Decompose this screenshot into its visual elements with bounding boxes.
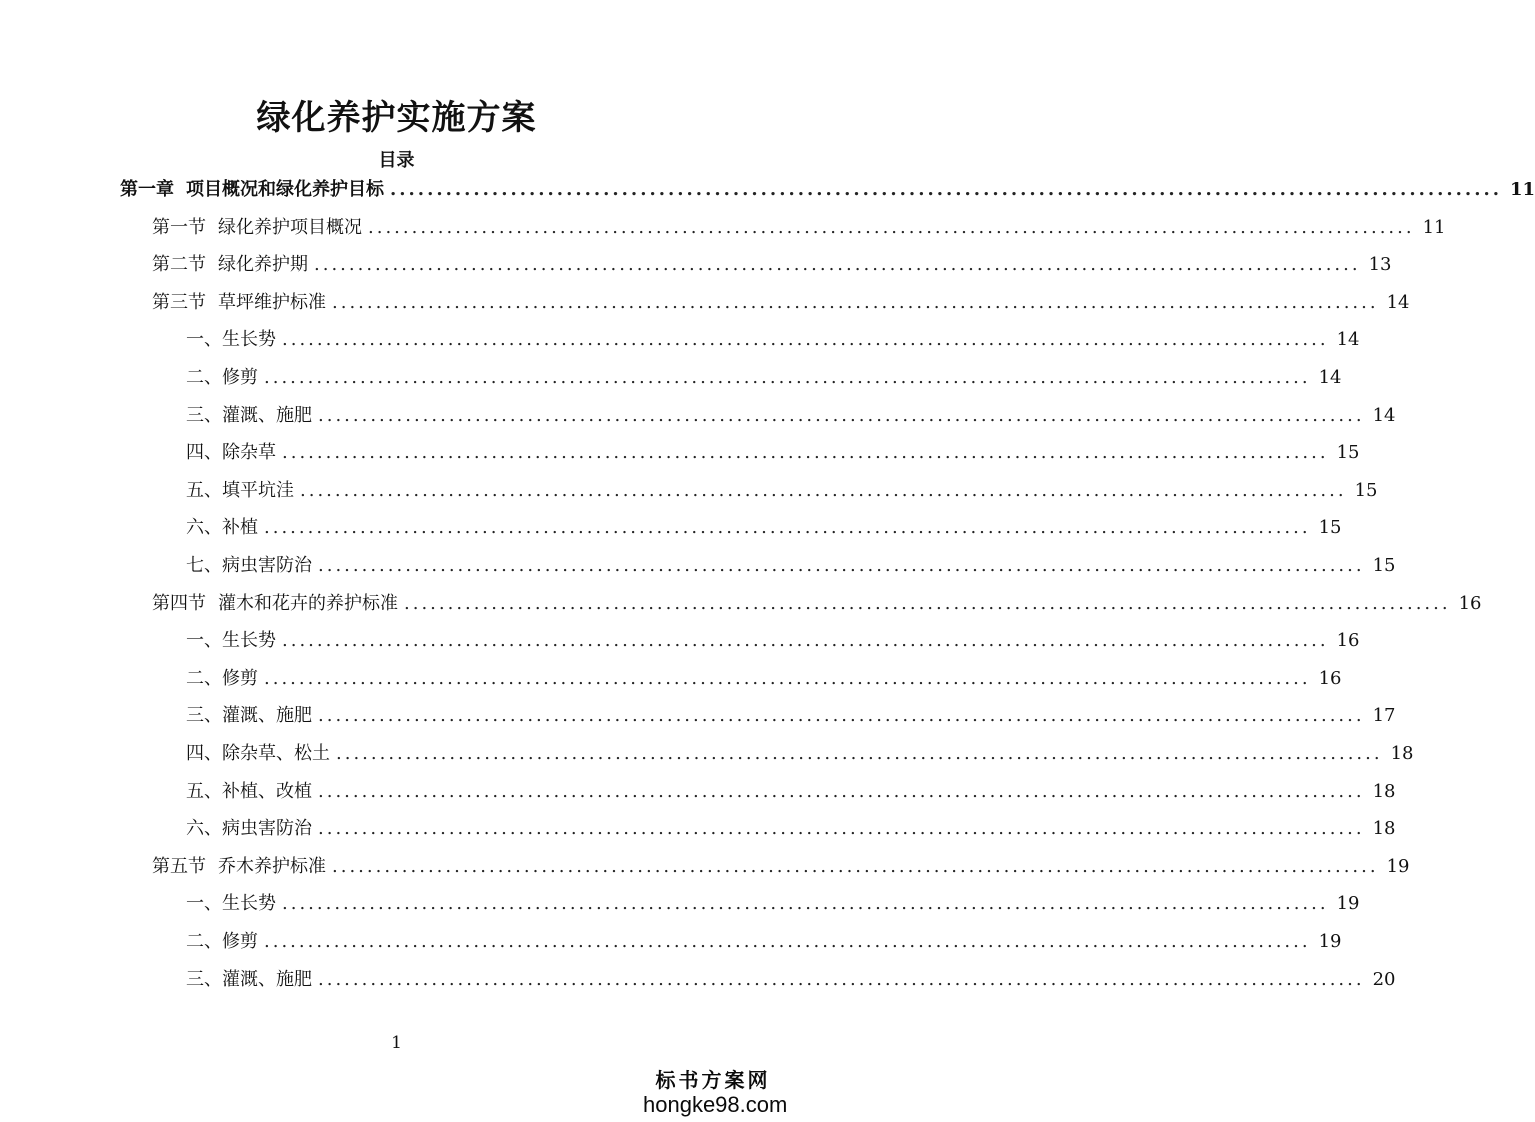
toc-dot-leader: ........................................................................................................................ xyxy=(318,705,1365,727)
toc-entry[interactable] xyxy=(186,927,1342,957)
toc-entry-page: 16 xyxy=(1458,592,1482,614)
toc-dot-leader: ........................................................................................................................ xyxy=(282,329,1329,351)
toc-entry-number: 第五节 xyxy=(152,855,206,877)
toc-entry[interactable] xyxy=(186,626,1360,656)
toc-entry-title: 乔木养护标准 xyxy=(218,855,326,877)
toc-dot-leader: ........................................................................................................................ xyxy=(368,216,1415,238)
watermark-brand: 标书方案网 xyxy=(655,1068,771,1092)
toc-dot-leader: ........................................................................................................................ xyxy=(264,517,1311,539)
toc-dot-leader: ........................................................................................................................ xyxy=(264,667,1311,689)
toc-entry[interactable] xyxy=(186,401,1396,431)
toc-entry[interactable] xyxy=(186,965,1396,995)
toc-dot-leader: ........................................................................................................................ xyxy=(264,931,1311,952)
toc-entry-page: 14 xyxy=(1386,291,1410,313)
toc-entry[interactable] xyxy=(186,664,1342,694)
toc-entry-title: 灌溉、施肥 xyxy=(222,705,312,727)
toc-entry-number: 二、 xyxy=(186,667,222,689)
toc-entry[interactable] xyxy=(186,889,1360,919)
page-number: 1 xyxy=(391,1033,402,1053)
toc-entry[interactable] xyxy=(186,476,1378,506)
toc-entry[interactable] xyxy=(186,438,1360,468)
toc-entry[interactable] xyxy=(152,288,1410,318)
toc-entry-page: 17 xyxy=(1372,705,1396,727)
toc-entry-number: 三、 xyxy=(186,705,222,727)
toc-entry-title: 除杂草、松土 xyxy=(222,743,330,764)
toc-entry-page: 19 xyxy=(1318,931,1342,952)
toc-dot-leader: ........................................................................................................................ xyxy=(332,855,1379,877)
toc-entry-title: 补植、改植 xyxy=(222,780,312,802)
toc-entry-page: 14 xyxy=(1336,329,1360,351)
toc-entry[interactable] xyxy=(152,852,1410,882)
toc-entry-number: 一、 xyxy=(186,329,222,351)
toc-entry-number: 二、 xyxy=(186,367,222,388)
toc-entry[interactable] xyxy=(186,325,1360,355)
toc-entry-number: 一、 xyxy=(186,630,222,652)
toc-entry-title: 填平坑洼 xyxy=(222,479,294,501)
toc-entry[interactable] xyxy=(120,175,1535,205)
toc-dot-leader: ........................................................................................................................ xyxy=(282,893,1329,915)
toc-dot-leader: ........................................................................................................................ xyxy=(282,442,1329,464)
toc-entry-title: 补植 xyxy=(222,517,258,539)
toc-dot-leader: ........................................................................................................................ xyxy=(318,818,1365,840)
toc-dot-leader: ........................................................................................................................ xyxy=(318,780,1365,802)
toc-entry-title: 绿化养护项目概况 xyxy=(218,216,362,238)
toc-entry-number: 五、 xyxy=(186,479,222,501)
toc-entry-title: 灌溉、施肥 xyxy=(222,404,312,426)
toc-entry-title: 病虫害防治 xyxy=(222,555,312,576)
toc-dot-leader: ........................................................................................................................ xyxy=(318,555,1365,576)
toc-dot-leader: ........................................................................................................................ xyxy=(300,479,1347,501)
toc-entry[interactable] xyxy=(152,250,1392,280)
toc-entry-title: 修剪 xyxy=(222,667,258,689)
toc-dot-leader: ........................................................................................................................ xyxy=(318,404,1365,426)
toc-entry-number: 五、 xyxy=(186,780,222,802)
toc-entry-title: 生长势 xyxy=(222,893,276,915)
toc-entry[interactable] xyxy=(152,213,1446,243)
toc-entry-number: 四、 xyxy=(186,743,222,764)
toc-entry-page: 15 xyxy=(1336,442,1360,464)
toc-dot-leader: ........................................................................................................................ xyxy=(336,743,1383,764)
toc-entry-title: 草坪维护标准 xyxy=(218,291,326,313)
toc-entry-number: 七、 xyxy=(186,555,222,576)
toc-entry-page: 16 xyxy=(1336,630,1360,652)
toc-entry-page: 14 xyxy=(1372,404,1396,426)
toc-entry-number: 第一节 xyxy=(152,216,206,238)
toc-entry-number: 三、 xyxy=(186,968,222,990)
site-watermark xyxy=(643,1068,788,1118)
toc-entry[interactable] xyxy=(186,777,1396,807)
toc-entry-title: 生长势 xyxy=(222,329,276,351)
toc-entry-page: 19 xyxy=(1336,893,1360,915)
toc-entry[interactable] xyxy=(186,701,1396,731)
toc-entry[interactable] xyxy=(186,513,1342,543)
toc-entry[interactable] xyxy=(186,363,1342,393)
toc-entry-number: 二、 xyxy=(186,931,222,952)
toc-entry-page: 15 xyxy=(1318,517,1342,539)
watermark-url: hongke98.com xyxy=(643,1092,788,1117)
toc-entry-number: 第四节 xyxy=(152,592,206,614)
toc-entry-page: 13 xyxy=(1368,254,1392,276)
toc-entry-page: 14 xyxy=(1318,367,1342,388)
toc-dot-leader: ........................................................................................................................ xyxy=(318,968,1365,990)
toc-entry-title: 生长势 xyxy=(222,630,276,652)
toc-entry-number: 六、 xyxy=(186,517,222,539)
toc-entry-page: 18 xyxy=(1390,743,1414,764)
toc-entry-title: 修剪 xyxy=(222,931,258,952)
toc-entry-page: 15 xyxy=(1354,479,1378,501)
toc-entry-title: 除杂草 xyxy=(222,442,276,464)
toc-dot-leader: ........................................................................................................................ xyxy=(264,367,1311,388)
toc-dot-leader: ........................................................................................................................ xyxy=(332,291,1379,313)
toc-entry-page: 20 xyxy=(1372,968,1396,990)
toc-entry-page: 18 xyxy=(1372,818,1396,840)
toc-entry-number: 第一章 xyxy=(120,179,174,200)
toc-entry-title: 绿化养护期 xyxy=(218,254,308,276)
toc-entry-title: 灌溉、施肥 xyxy=(222,968,312,990)
toc-entry[interactable] xyxy=(186,551,1396,581)
toc-entry-page: 16 xyxy=(1318,667,1342,689)
toc-entry-number: 第二节 xyxy=(152,254,206,276)
toc-dot-leader: ........................................................................................................................ xyxy=(390,179,1502,200)
toc-entry-title: 修剪 xyxy=(222,367,258,388)
toc-entry-page: 15 xyxy=(1372,555,1396,576)
toc-entry-number: 三、 xyxy=(186,404,222,426)
toc-entry[interactable] xyxy=(186,739,1414,769)
toc-entry-number: 第三节 xyxy=(152,291,206,313)
toc-entry-page: 11 xyxy=(1510,179,1535,200)
toc-entry-number: 六、 xyxy=(186,818,222,840)
toc-entry-page: 11 xyxy=(1422,216,1446,238)
toc-entry-page: 19 xyxy=(1386,855,1410,877)
document-title: 绿化养护实施方案 xyxy=(256,98,537,138)
toc-entry-number: 四、 xyxy=(186,442,222,464)
toc-entry-title: 项目概况和绿化养护目标 xyxy=(186,179,384,200)
toc-entry[interactable] xyxy=(152,589,1482,619)
toc-dot-leader: ........................................................................................................................ xyxy=(282,630,1329,652)
toc-heading: 目录 xyxy=(378,150,415,171)
toc-entry[interactable] xyxy=(186,814,1396,844)
toc-dot-leader: ........................................................................................................................ xyxy=(404,592,1451,614)
toc-entry-title: 灌木和花卉的养护标准 xyxy=(218,592,398,614)
toc-entry-page: 18 xyxy=(1372,780,1396,802)
toc-dot-leader: ........................................................................................................................ xyxy=(314,254,1361,276)
toc-entry-number: 一、 xyxy=(186,893,222,915)
toc-entry-title: 病虫害防治 xyxy=(222,818,312,840)
